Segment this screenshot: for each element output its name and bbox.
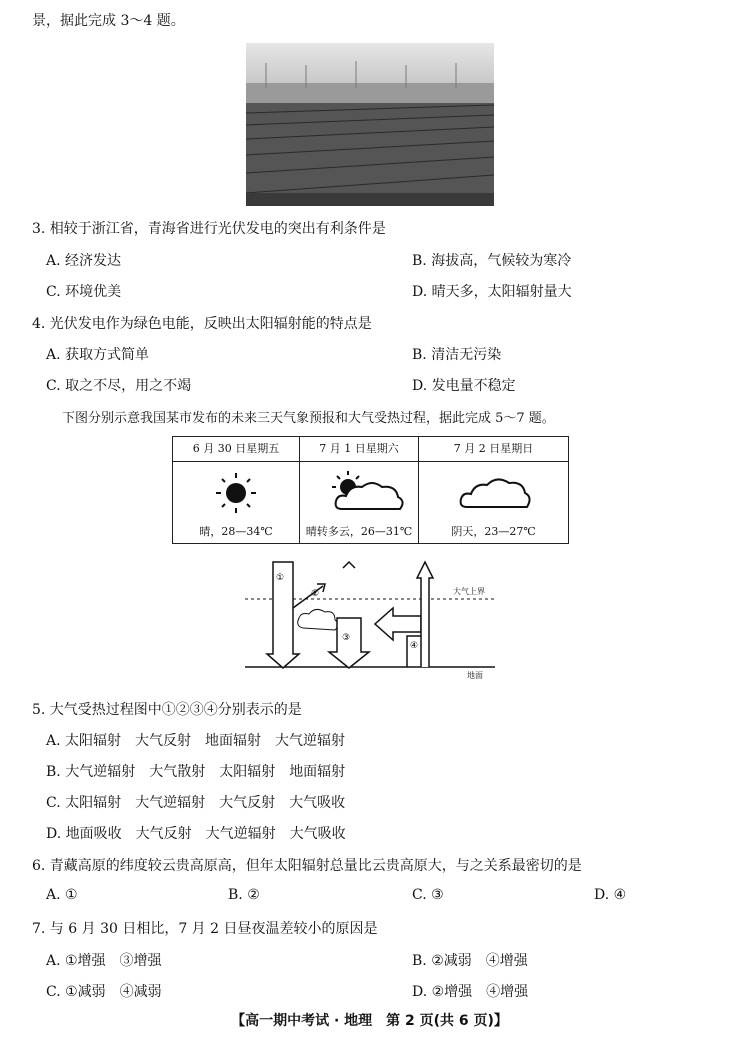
sun-icon [211, 469, 261, 517]
q7-option-c: C. ①减弱 ④减弱 [46, 984, 162, 1000]
intro-text-mid: 下图分别示意我国某市发布的未来三天气象预报和大气受热过程，据此完成 5～7 题。 [62, 411, 555, 426]
q4-option-d: D. 发电量不稳定 [412, 378, 516, 394]
weather-day-label: 7 月 2 日星期日 [419, 437, 568, 462]
q6-option-d: D. ④ [594, 887, 627, 903]
q5-option-b: B. 大气逆辐射 大气散射 太阳辐射 地面辐射 [46, 764, 346, 780]
q5-stem: 5. 大气受热过程图中①②③④分别表示的是 [32, 702, 302, 718]
q6-stem: 6. 青藏高原的纬度较云贵高原高，但年太阳辐射总量比云贵高原大，与之关系最密切的是 [32, 858, 582, 874]
weather-desc: 阴天，23—27℃ [451, 525, 536, 538]
sun-cloud-icon [328, 467, 408, 517]
weather-day-1 [173, 437, 300, 543]
q6-option-a: A. ① [46, 887, 78, 903]
diagram-mark-3: ③ [342, 633, 351, 643]
q3-option-b: B. 海拔高，气候较为寒冷 [412, 253, 572, 269]
q4-option-b: B. 清洁无污染 [412, 347, 502, 363]
weather-day-3 [419, 437, 568, 543]
q4-stem: 4. 光伏发电作为绿色电能，反映出太阳辐射能的特点是 [32, 316, 372, 332]
solar-farm-photo [246, 43, 494, 206]
weather-desc: 晴转多云，26—31℃ [305, 525, 413, 538]
diagram-mark-2: ② [311, 589, 320, 599]
diagram-label-ground: 地面 [467, 671, 483, 680]
q5-option-d: D. 地面吸收 大气反射 大气逆辐射 大气吸收 [46, 826, 346, 842]
weather-day-label: 6 月 30 日星期五 [173, 437, 299, 462]
q3-stem: 3. 相较于浙江省，青海省进行光伏发电的突出有利条件是 [32, 221, 386, 237]
q7-option-a: A. ①增强 ③增强 [46, 953, 162, 969]
weather-day-2 [300, 437, 419, 543]
q7-stem: 7. 与 6 月 30 日相比，7 月 2 日昼夜温差较小的原因是 [32, 921, 378, 937]
cloud-icon [457, 469, 533, 513]
q3-option-a: A. 经济发达 [46, 253, 122, 269]
q5-option-a: A. 太阳辐射 大气反射 地面辐射 大气逆辐射 [46, 733, 346, 749]
weather-desc: 晴，28—34℃ [199, 525, 273, 538]
diagram-mark-1: ① [276, 573, 285, 583]
diagram-label-top: 大气上界 [453, 587, 485, 596]
weather-forecast-table [172, 436, 569, 544]
intro-text-top: 景，据此完成 3～4 题。 [32, 13, 185, 29]
page-footer: 【高一期中考试 · 地理 第 2 页(共 6 页)】 [231, 1013, 508, 1029]
weather-day-label: 7 月 1 日星期六 [300, 437, 418, 462]
diagram-mark-4: ④ [410, 641, 419, 651]
q3-option-c: C. 环境优美 [46, 284, 122, 300]
q6-option-c: C. ③ [412, 887, 444, 903]
q3-option-d: D. 晴天多，太阳辐射量大 [412, 284, 572, 300]
atmospheric-heating-diagram [245, 558, 495, 680]
q7-option-d: D. ②增强 ④增强 [412, 984, 529, 1000]
q4-option-c: C. 取之不尽，用之不竭 [46, 378, 192, 394]
q5-option-c: C. 太阳辐射 大气逆辐射 大气反射 大气吸收 [46, 795, 346, 811]
q6-option-b: B. ② [228, 887, 260, 903]
q4-option-a: A. 获取方式简单 [46, 347, 150, 363]
q7-option-b: B. ②减弱 ④增强 [412, 953, 528, 969]
